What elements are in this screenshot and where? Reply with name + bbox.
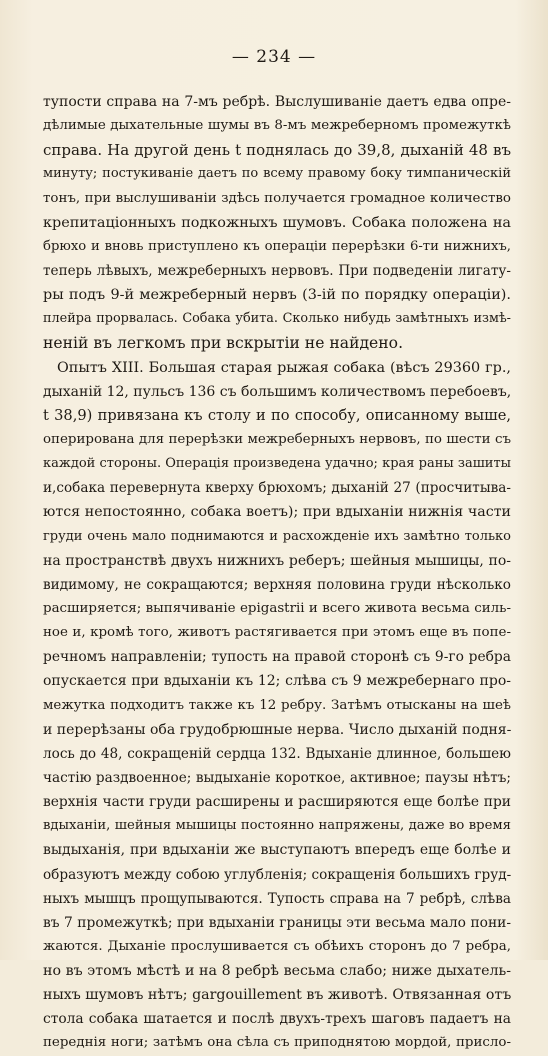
body-text (43, 90, 511, 1056)
text-line: тонъ, при выслушиваніи здѣсь получается громадное количество (43, 190, 511, 206)
text-line: переднія ноги; затѣмъ она сѣла съ приподнятою мордой, присло- (43, 1035, 511, 1051)
text-line: теперь лѣвыхъ, межреберныхъ нервовъ. При подведеніи лигату- (43, 262, 511, 279)
text-line: t 38,9) привязана къ столу и по способу, описанному выше, (43, 406, 511, 424)
text-line: и,собака перевернута кверху брюхомъ; дыханій 27 (просчитыва- (43, 480, 511, 497)
text-line: видимому, не сокращаются; верхняя половина груди нѣсколько (43, 576, 511, 593)
text-line: ныхъ шумовъ нѣтъ; gargouillement въ животѣ. Отвязанная отъ (43, 987, 511, 1004)
text-line: образуютъ между собою углубленія; сокращенія большихъ груд- (43, 866, 511, 883)
text-line: лось до 48, сокращеній сердца 132. Вдыханіе длинное, большею (43, 745, 511, 762)
text-line: опускается при вдыханіи къ 12; слѣва съ 9 межребернаго про- (43, 673, 511, 690)
text-line: неній въ легкомъ при вскрытіи не найдено. (43, 334, 404, 353)
text-line: выдыханія, при вдыханіи же выступаютъ впередъ еще болѣе и (43, 842, 511, 859)
page-number: — 234 — (231, 47, 317, 67)
text-line: вдыханіи, шейныя мышицы постоянно напряжены, даже во время (43, 818, 511, 834)
text-line: верхнія части груди расширены и расширяются еще болѣе при (43, 794, 511, 811)
text-line: межутка подходитъ также къ 12 ребру. Затѣмъ отысканы на шеѣ (43, 697, 511, 713)
text-line: частію раздвоенное; выдыханіе короткое, активное; паузы нѣтъ; (43, 769, 511, 786)
text-line: на пространствѣ двухъ нижнихъ реберъ; шейныя мышицы, по- (43, 552, 511, 569)
text-line: каждой стороны. Операція произведена удачно; края раны зашиты (43, 456, 511, 472)
text-line: жаются. Дыханіе прослушивается съ обѣихъ сторонъ до 7 ребра, (43, 938, 511, 954)
text-line: дѣлимые дыхательные шумы въ 8-мъ межреберномъ промежуткѣ (43, 118, 511, 134)
text-line: ныхъ мышцъ прощупываются. Тупость справа на 7 ребрѣ, слѣва (43, 890, 511, 907)
text-line: ное и, кромѣ того, животъ растягивается при этомъ еще въ попе- (43, 625, 511, 641)
text-line: въ 7 промежуткѣ; при вдыханіи границы эти весьма мало пони- (43, 914, 511, 931)
text-line: расширяется; выпячиваніе epigastrii и всего живота весьма силь- (43, 600, 511, 616)
text-line: тупости справа на 7-мъ ребрѣ. Выслушиваніе даетъ едва опре- (43, 94, 511, 110)
text-line: и перерѣзаны оба грудобрюшные нерва. Число дыханій подня- (43, 721, 511, 738)
text-line: дыханій 12, пульсъ 136 съ большимъ количествомъ перебоевъ, (43, 383, 511, 400)
text-line: брюхо и вновь приступлено къ операціи перерѣзки 6-ти нижнихъ, (43, 238, 511, 254)
text-line: оперирована для перерѣзки межреберныхъ нервовъ, по шести съ (43, 431, 511, 447)
text-line: плейра прорвалась. Собака убита. Сколько нибудь замѣтныхъ измѣ- (43, 311, 511, 327)
text-line: стола собака шатается и послѣ двухъ-трехъ шаговъ падаетъ на (43, 1011, 511, 1028)
text-line: ры подъ 9-й межреберный нервъ (3-ій по порядку операціи). (43, 287, 511, 304)
text-line: груди очень мало поднимаются и расхожденіе ихъ замѣтно только (43, 528, 511, 544)
text-line: речномъ направленіи; тупость на правой сторонѣ съ 9-го ребра (43, 649, 511, 666)
text-line: ются непостоянно, собака воетъ); при вдыханіи нижнія части (43, 504, 511, 521)
paragraph-start-line: Опытъ XIII. Большая старая рыжая собака (вѣсъ 29360 гр., (57, 359, 511, 376)
text-line: справа. На другой день t поднялась до 39,8, дыханій 48 въ (43, 141, 511, 160)
text-line: крепитаціонныхъ подкожныхъ шумовъ. Собака положена на (43, 214, 511, 231)
text-line: но въ этомъ мѣстѣ и на 8 ребрѣ весьма слабо; ниже дыхатель- (43, 963, 511, 980)
text-line: минуту; постукиваніе даетъ по всему правому боку тимпаническій (43, 166, 511, 182)
